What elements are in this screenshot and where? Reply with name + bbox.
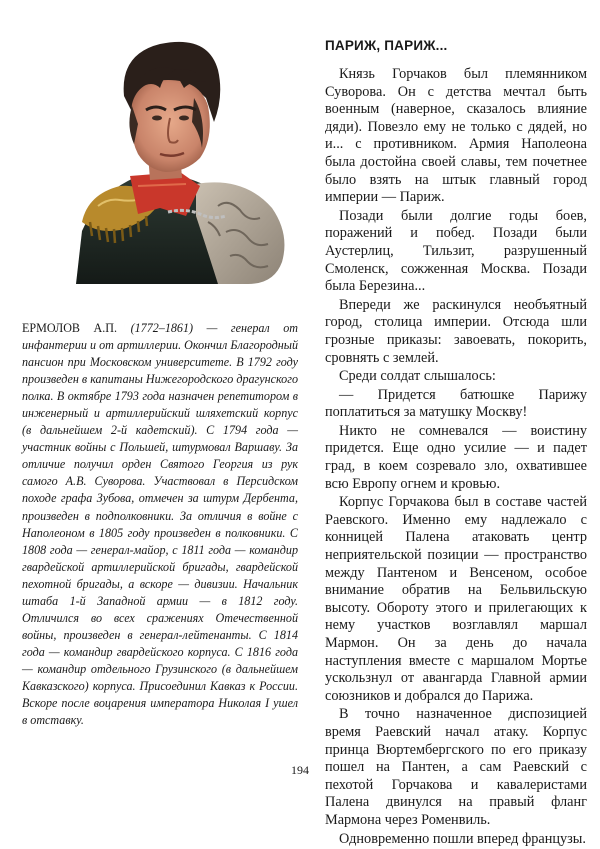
biography-caption — [22, 320, 298, 729]
article-paragraph: Никто не сомневался — воистину придется. Еще одно усилие — и падет град, в коем созревало зло, охватившее всю Европу огнем и кровью. — [325, 422, 587, 492]
article-paragraph: Позади были долгие годы боев, поражений и побед. Позади были Аустерлиц, Тильзит, разрушенный Смоленск, сожженная Москва. Позади была Березина... — [325, 207, 587, 295]
article-paragraph: Одновременно пошли вперед французы. — [339, 830, 586, 847]
portrait-illustration — [68, 26, 292, 284]
article-title: ПАРИЖ, ПАРИЖ... — [325, 38, 448, 53]
page-number: 194 — [291, 763, 309, 777]
article-paragraph: Среди солдат слышалось: — [339, 368, 496, 385]
bio-name: ЕРМОЛОВ А.П. — [22, 321, 118, 335]
article-body — [325, 66, 587, 849]
article-paragraph: — Придется батюшке Парижу поплатиться за матушку Москву! — [325, 386, 587, 421]
article-paragraph: В точно назначенное диспозицией время Раевский начал атаку. Корпус принца Вюртембергского по его приказу пошел на Пантен, а сам Раевский с пехотой Горчакова и кавалеристами Палена двинулся на правый фланг Мармона через Роменвиль. — [325, 706, 587, 828]
article-paragraph: Князь Горчаков был племянником Суворова. Он с детства мечтал быть военным (наверное, сказалось влияние дяди). Повезло ему не только с дядей, но и... с противником. Армия Наполеона была достойна своей славы, тем почетнее было взять на штык главный город империи — Париж. — [325, 66, 587, 206]
bio-text: (1772–1861) — генерал от инфантерии и от артиллерии. Окончил Благородный пансион при Московском университете. В 1792 году произведен в капитаны Нижегородского драгунского полка. В октябре 1793 года назначен репетитором в инженерный и артиллерийский шляхетский корпус (в дальнейшем 2-й кадетский). С 1794 года — участник войны с Польшей, штурмовал Варшаву. За отличие получил орден Святого Георгия из рук самого А.В. Суворова. Участвовал в Персидском походе графа Зубова, отмечен за штурм Дербента, произведен в подполковники. За отличия в войне с Наполеоном в 1805 году произведен в полковники. С 1808 года — генерал-майор, с 1811 года — командир гвардейской артиллерийской бригады, гвардейской пехотной бригады, а вскоре — дивизии. Начальник штаба 1-й Западной армии — в 1812 году. Отличился во всех сражениях Отечественной войны, произведен в генерал-лейтенанты. С 1814 года — командир гвардейского корпуса. С 1816 года — командир отдельного Грузинского (в дальнейшем Кавказского) корпуса. Присоединил Кавказ к России. Вскоре после воцарения императора Николая I ушел в отставку. — [22, 321, 298, 728]
article-paragraph: Впереди же раскинулся необъятный город, столица империи. Отсюда шли грозные приказы: завоевать, покорить, сровнять с землей. — [325, 296, 587, 366]
article-paragraph: Корпус Горчакова был в составе частей Раевского. Именно ему надлежало с конницей Палена атаковать центр неприятельской позиции — пространство между Пантеном и Венсеном, особое внимание обратив на Бельвильскую высоту. Обороту этого и прилегающих к нему участков возглавлял маршал Мармон. Он за день до начала наступления вместе с маршалом Мортье ускользнул от авангарда Главной армии союзников и добрался до Парижа. — [325, 494, 587, 704]
